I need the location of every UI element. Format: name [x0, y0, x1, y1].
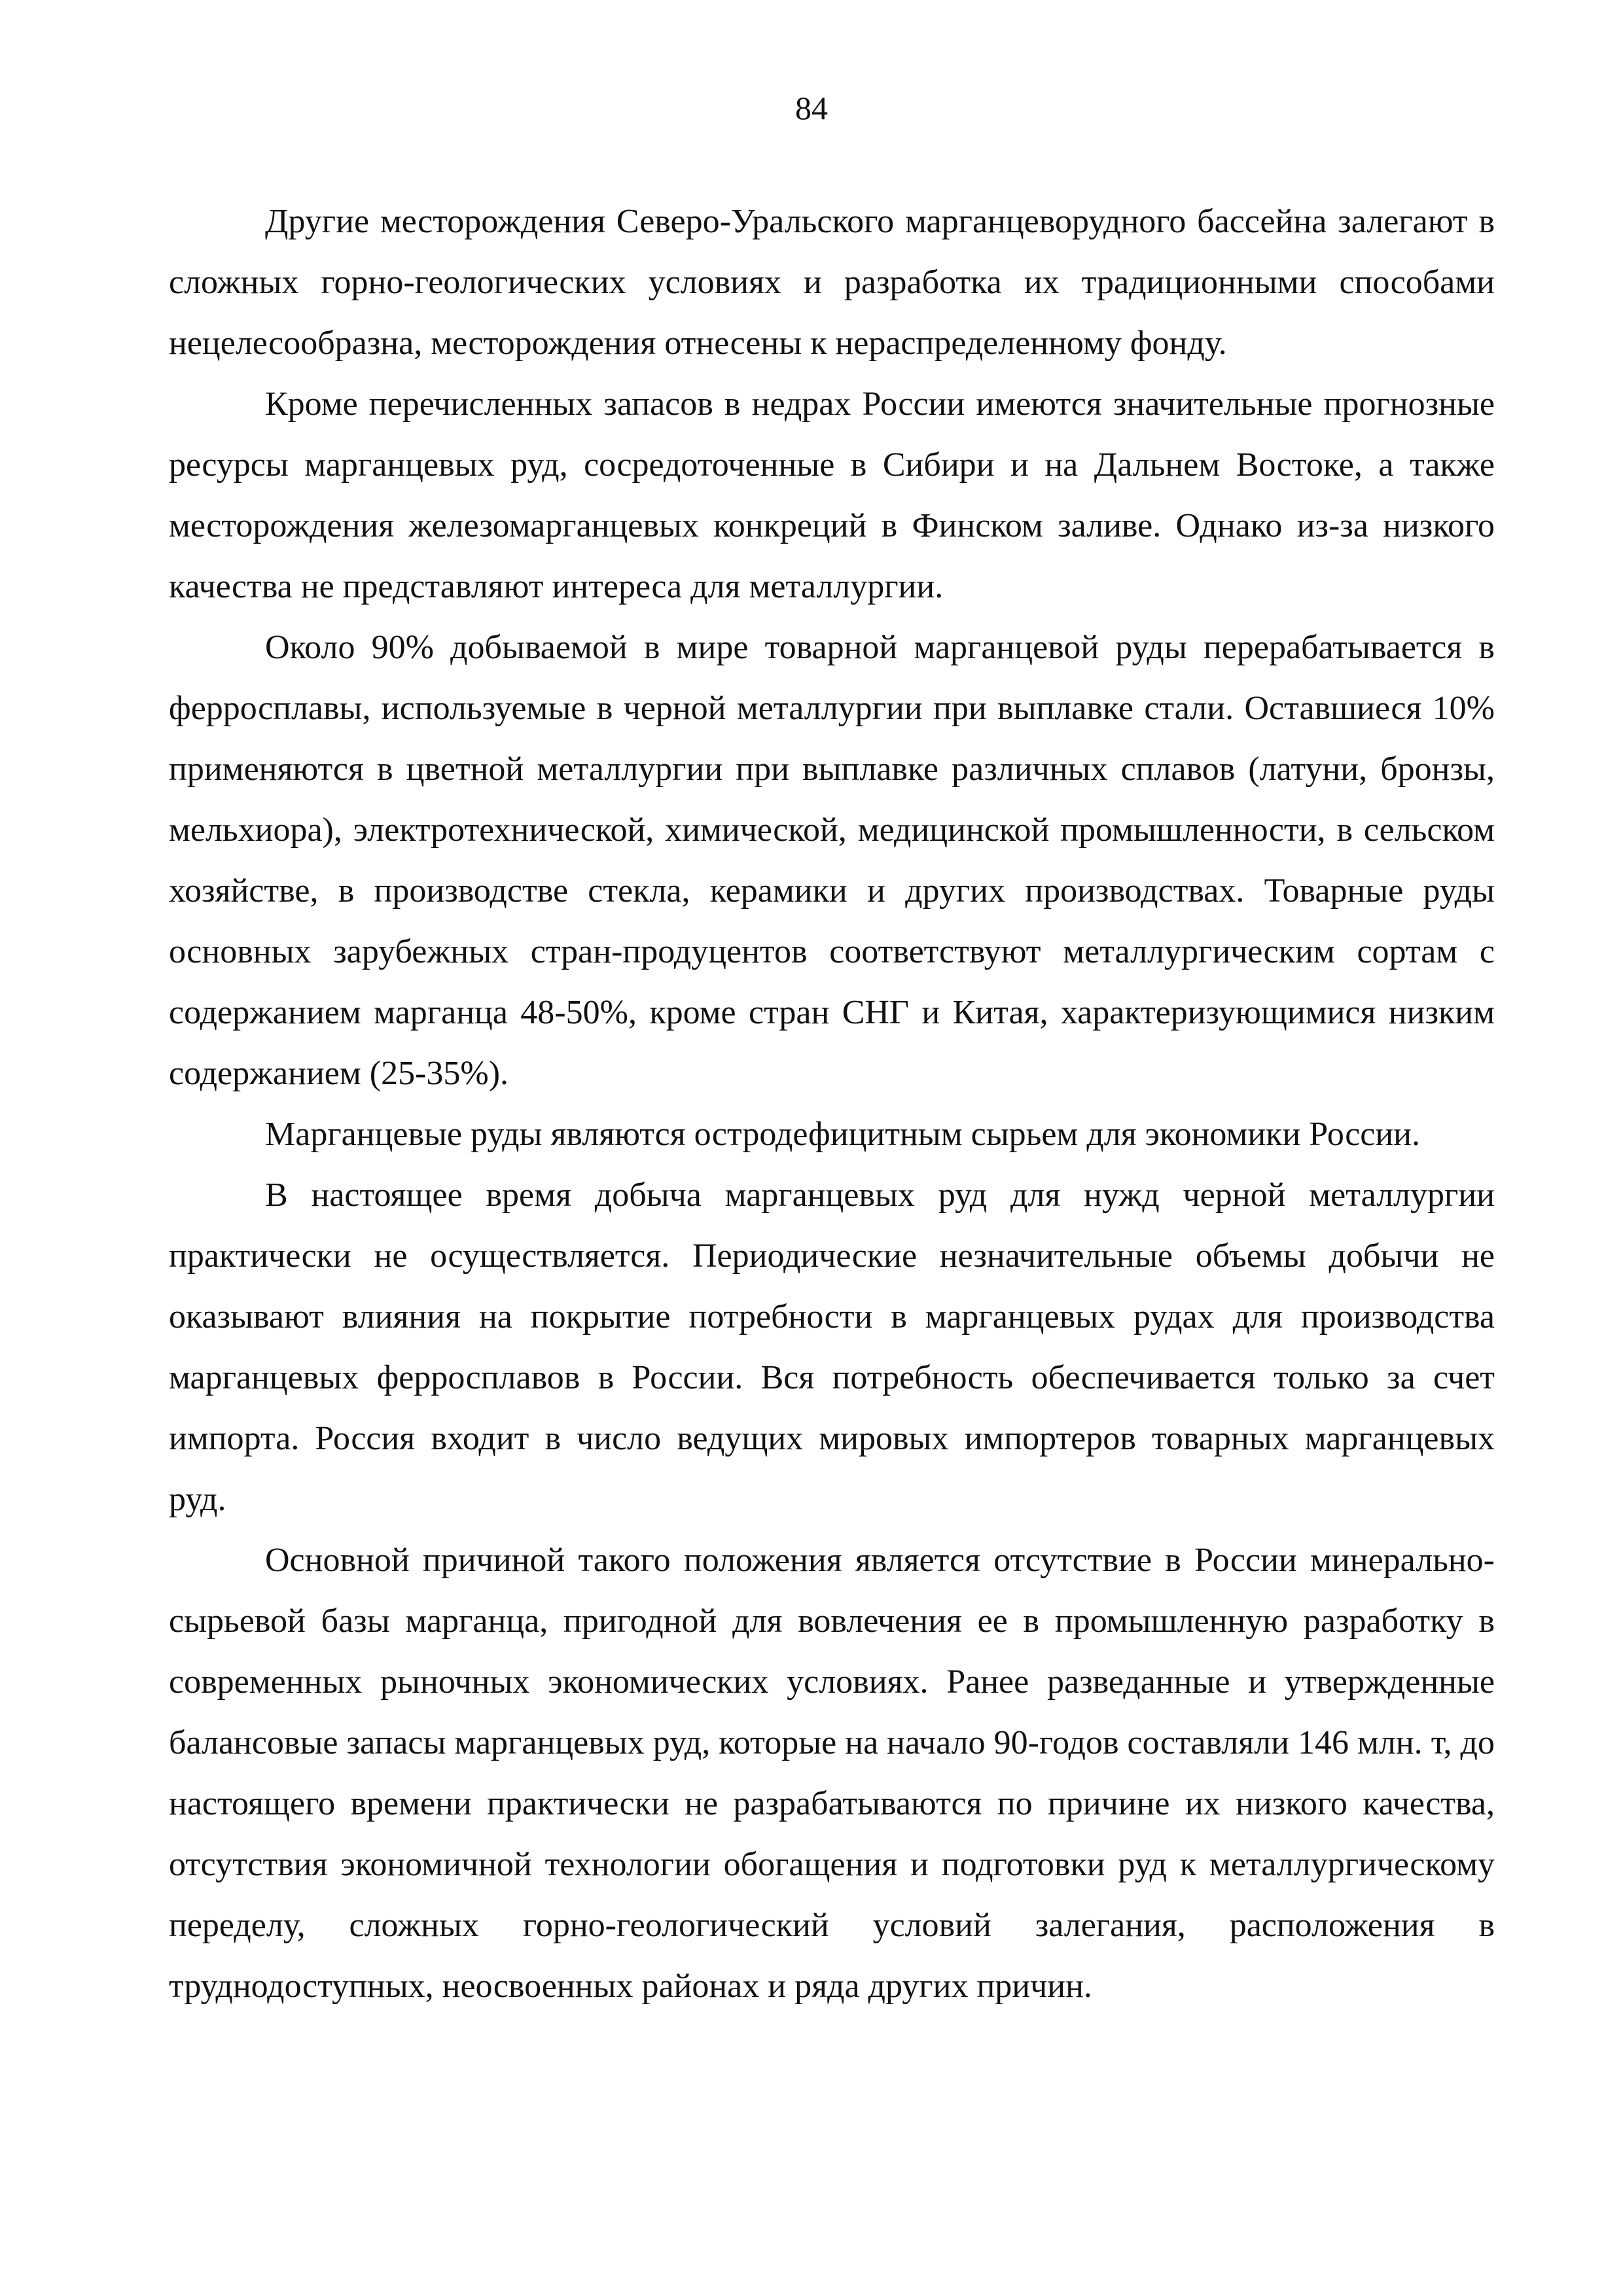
- body-text: [169, 191, 1495, 2017]
- paragraph-6: Основной причиной такого положения является отсутствие в России минерально-сырьевой базы марганца, пригодной для вовлечения ее в промышленную разработку в современных рыночных экономических условиях. Ранее разведанные и утвержденные балансовые запасы марганцевых руд, которые на начало 90-годов составляли 146 млн. т, до настоящего времени практически не разрабатываются по причине их низкого качества, отсутствия экономичной технологии обогащения и подготовки руд к металлургическому переделу, сложных горно-геологический условий залегания, расположения в труднодоступных, неосвоенных районах и ряда других причин.: [169, 1542, 1495, 2005]
- paragraph-4: Марганцевые руды являются остродефицитным сырьем для экономики России.: [265, 1116, 1421, 1153]
- paragraph-1: Другие месторождения Северо-Уральского марганцеворудного бассейна залегают в сложных горно-геологических условиях и разработка их традиционными способами нецелесообразна, месторождения отнесены к нераспределенному фонду.: [169, 203, 1495, 362]
- paragraph-5: В настоящее время добыча марганцевых руд для нужд черной металлургии практически не осуществляется. Периодические незначительные объемы добычи не оказывают влияния на покрытие потребности в марганцевых рудах для производства марганцевых ферросплавов в России. Вся потребность обеспечивается только за счет импорта. Россия входит в число ведущих мировых импортеров товарных марганцевых руд.: [169, 1176, 1495, 1518]
- paragraph-3: Около 90% добываемой в мире товарной марганцевой руды перерабатывается в ферросплавы, используемые в черной металлургии при выплавке стали. Оставшиеся 10% применяются в цветной металлургии при выплавке различных сплавов (латуни, бронзы, мельхиора), электротехнической, химической, медицинской промышленности, в сельском хозяйстве, в производстве стекла, керамики и других производствах. Товарные руды основных зарубежных стран-продуцентов соответствуют металлургическим сортам с содержанием марганца 48-50%, кроме стран СНГ и Китая, характеризующимися низким содержанием (25-35%).: [169, 629, 1495, 1092]
- page-number: 84: [795, 90, 828, 126]
- paragraph-2: Кроме перечисленных запасов в недрах России имеются значительные прогнозные ресурсы марганцевых руд, сосредоточенные в Сибири и на Дальнем Востоке, а также месторождения железомарганцевых конкреций в Финском заливе. Однако из-за низкого качества не представляют интереса для металлургии.: [169, 385, 1495, 605]
